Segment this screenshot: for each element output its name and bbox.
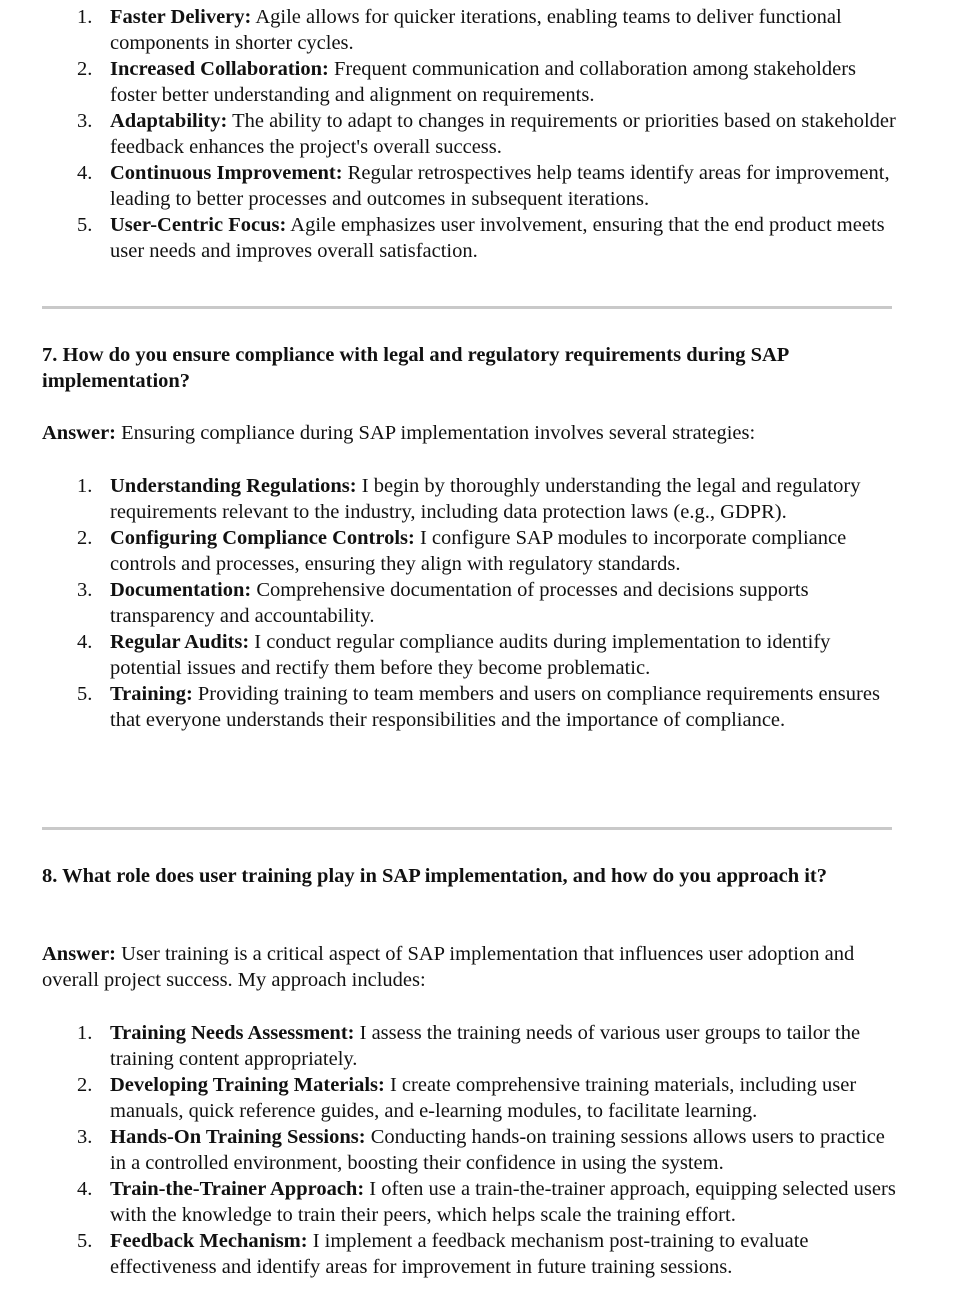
list-item-term: Documentation: (110, 579, 252, 601)
agile-benefits-list (0, 4, 900, 264)
list-item (0, 1176, 900, 1228)
list-number: 3. (77, 1126, 93, 1148)
list-item (0, 525, 900, 577)
list-item-term: Understanding Regulations: (110, 475, 357, 497)
list-item (0, 212, 900, 264)
answer-paragraph-7 (42, 420, 892, 446)
list-item-text: Regular retrospectives help teams identify areas for improvement, leading to better processes and outcomes in subsequent iterations. (110, 162, 890, 210)
list-item-term: Train-the-Trainer Approach: (110, 1178, 365, 1200)
list-number: 4. (77, 631, 93, 653)
list-number: 5. (77, 214, 93, 236)
list-number: 2. (77, 1074, 93, 1096)
list-number: 2. (77, 58, 93, 80)
list-number: 5. (77, 1230, 93, 1252)
compliance-strategies-list (0, 473, 900, 733)
list-item (0, 473, 900, 525)
list-item (0, 577, 900, 629)
training-approach-list (0, 1020, 900, 1280)
list-number: 4. (77, 162, 93, 184)
list-item (0, 1228, 900, 1280)
list-number: 1. (77, 475, 93, 497)
list-item-term: Developing Training Materials: (110, 1074, 385, 1096)
list-item-text: Conducting hands-on training sessions allows users to practice in a controlled environment, boosting their confidence in using the system. (110, 1126, 885, 1174)
list-item (0, 56, 900, 108)
list-number: 4. (77, 1178, 93, 1200)
answer-text: Ensuring compliance during SAP implementation involves several strategies: (116, 422, 756, 444)
list-item-text: Frequent communication and collaboration among stakeholders foster better understanding and alignment on requirements. (110, 58, 857, 106)
list-item (0, 108, 900, 160)
list-number: 3. (77, 110, 93, 132)
list-number: 1. (77, 6, 93, 28)
list-item-term: Faster Delivery: (110, 6, 252, 28)
list-item-term: Continuous Improvement: (110, 162, 343, 184)
list-number: 1. (77, 1022, 93, 1044)
list-item-text: The ability to adapt to changes in requirements or priorities based on stakeholder feedback enhances the project's overall success. (110, 110, 896, 158)
list-item (0, 4, 900, 56)
list-item-term: Regular Audits: (110, 631, 250, 653)
list-item (0, 1020, 900, 1072)
answer-text: User training is a critical aspect of SAP implementation that influences user adoption and overall project success. My approach includes: (42, 943, 855, 991)
list-item-text: Agile emphasizes user involvement, ensuring that the end product meets user needs and improves overall satisfaction. (110, 214, 885, 262)
list-item (0, 681, 900, 733)
section-divider (42, 827, 892, 830)
list-item-text: Providing training to team members and users on compliance requirements ensures that everyone understands their responsibilities and the importance of compliance. (110, 683, 880, 731)
list-item (0, 1072, 900, 1124)
list-item (0, 160, 900, 212)
list-item-text: I conduct regular compliance audits during implementation to identify potential issues and rectify them before they become problematic. (110, 631, 831, 679)
list-item-text: Comprehensive documentation of processes and decisions supports transparency and accountability. (110, 579, 809, 627)
list-number: 5. (77, 683, 93, 705)
list-item-text: I assess the training needs of various user groups to tailor the training content appropriately. (110, 1022, 861, 1070)
list-item-term: Configuring Compliance Controls: (110, 527, 415, 549)
list-item-term: Increased Collaboration: (110, 58, 329, 80)
list-item (0, 629, 900, 681)
list-item (0, 1124, 900, 1176)
answer-label: Answer: (42, 943, 117, 965)
list-number: 3. (77, 579, 93, 601)
list-item-term: Adaptability: (110, 110, 228, 132)
list-item-text: I create comprehensive training materials, including user manuals, quick reference guides, and e-learning modules, to facilitate learning. (110, 1074, 857, 1122)
question-heading-7: 7. How do you ensure compliance with legal and regulatory requirements during SAP implementation? (42, 344, 789, 392)
list-item-term: User-Centric Focus: (110, 214, 287, 236)
list-item-text: Agile allows for quicker iterations, enabling teams to deliver functional components in shorter cycles. (110, 6, 842, 54)
answer-paragraph-8 (42, 941, 892, 993)
answer-label: Answer: (42, 422, 117, 444)
list-item-text: I begin by thoroughly understanding the legal and regulatory requirements relevant to the industry, including data protection laws (e.g., GDPR). (110, 475, 861, 523)
list-item-term: Feedback Mechanism: (110, 1230, 308, 1252)
list-number: 2. (77, 527, 93, 549)
question-heading-8: 8. What role does user training play in SAP implementation, and how do you approach it? (42, 865, 828, 887)
list-item-term: Hands-On Training Sessions: (110, 1126, 366, 1148)
list-item-term: Training Needs Assessment: (110, 1022, 355, 1044)
list-item-text: I often use a train-the-trainer approach, equipping selected users with the knowledge to train their peers, which helps scale the training effort. (110, 1178, 896, 1226)
list-item-text: I implement a feedback mechanism post-training to evaluate effectiveness and identify areas for improvement in future training sessions. (110, 1230, 809, 1278)
list-item-term: Training: (110, 683, 193, 705)
list-item-text: I configure SAP modules to incorporate compliance controls and processes, ensuring they align with regulatory standards. (110, 527, 847, 575)
section-divider (42, 306, 892, 309)
